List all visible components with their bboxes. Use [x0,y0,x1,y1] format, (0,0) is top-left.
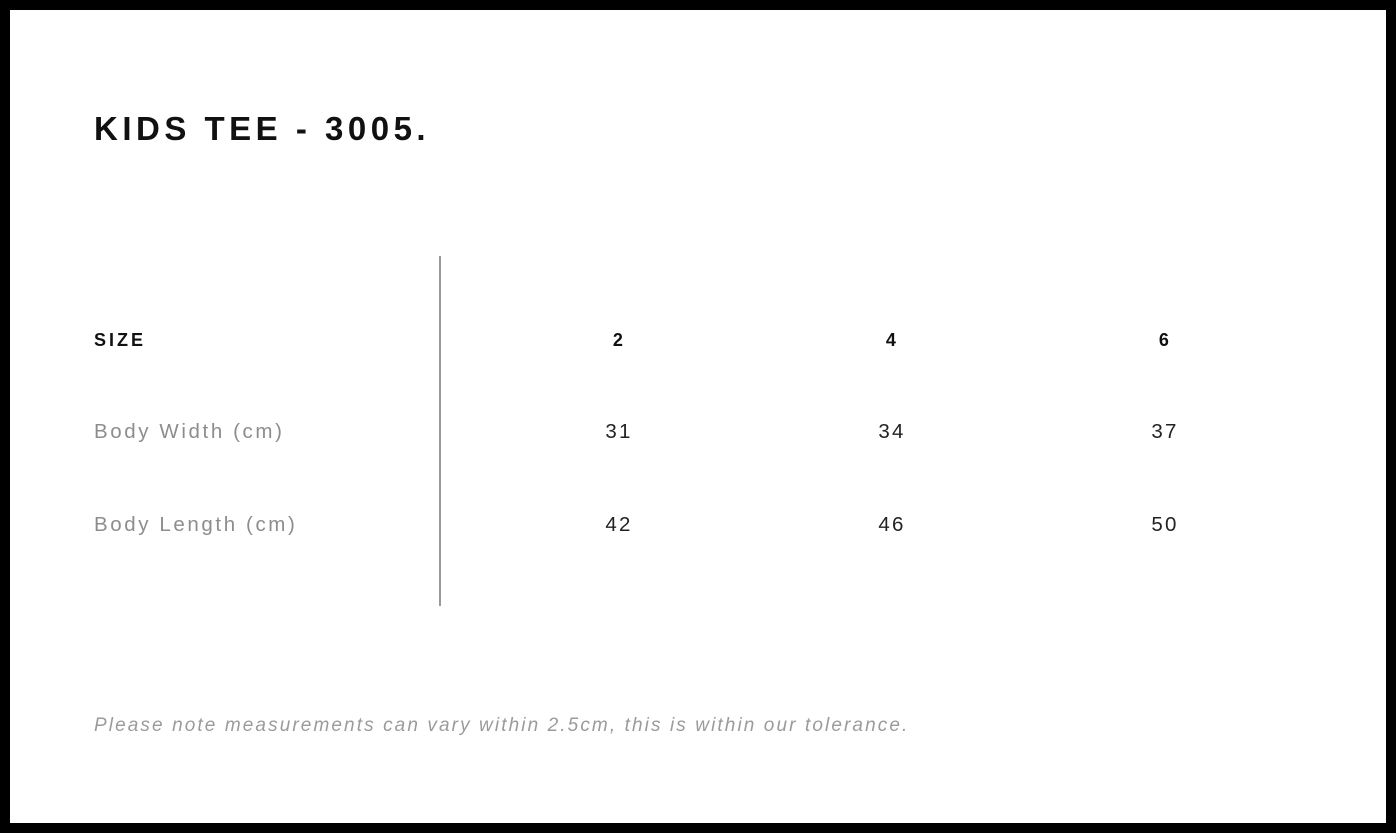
row-label-body-width: Body Width (cm) [94,420,285,443]
cell-body-width-size-3: 37 [1151,420,1179,443]
table-row [10,505,1386,545]
page-title: KIDS TEE - 3005. [94,110,431,147]
table-header-size-3: 6 [1158,330,1172,350]
table-row [10,412,1386,452]
table-header-size-2: 4 [885,330,899,350]
size-chart-table [10,10,1386,823]
size-chart-page [10,10,1386,823]
cell-body-length-size-3: 50 [1151,513,1179,536]
cell-body-width-size-1: 31 [605,420,633,443]
tolerance-note: Please note measurements can vary within 2.5cm, this is within our tolerance. [94,715,910,736]
cell-body-width-size-2: 34 [878,420,906,443]
row-label-body-length: Body Length (cm) [94,513,298,536]
table-header-size-label: SIZE [94,330,147,350]
cell-body-length-size-1: 42 [605,513,633,536]
cell-body-length-size-2: 46 [878,513,906,536]
table-header-row [10,320,1386,360]
table-header-size-1: 2 [612,330,626,350]
